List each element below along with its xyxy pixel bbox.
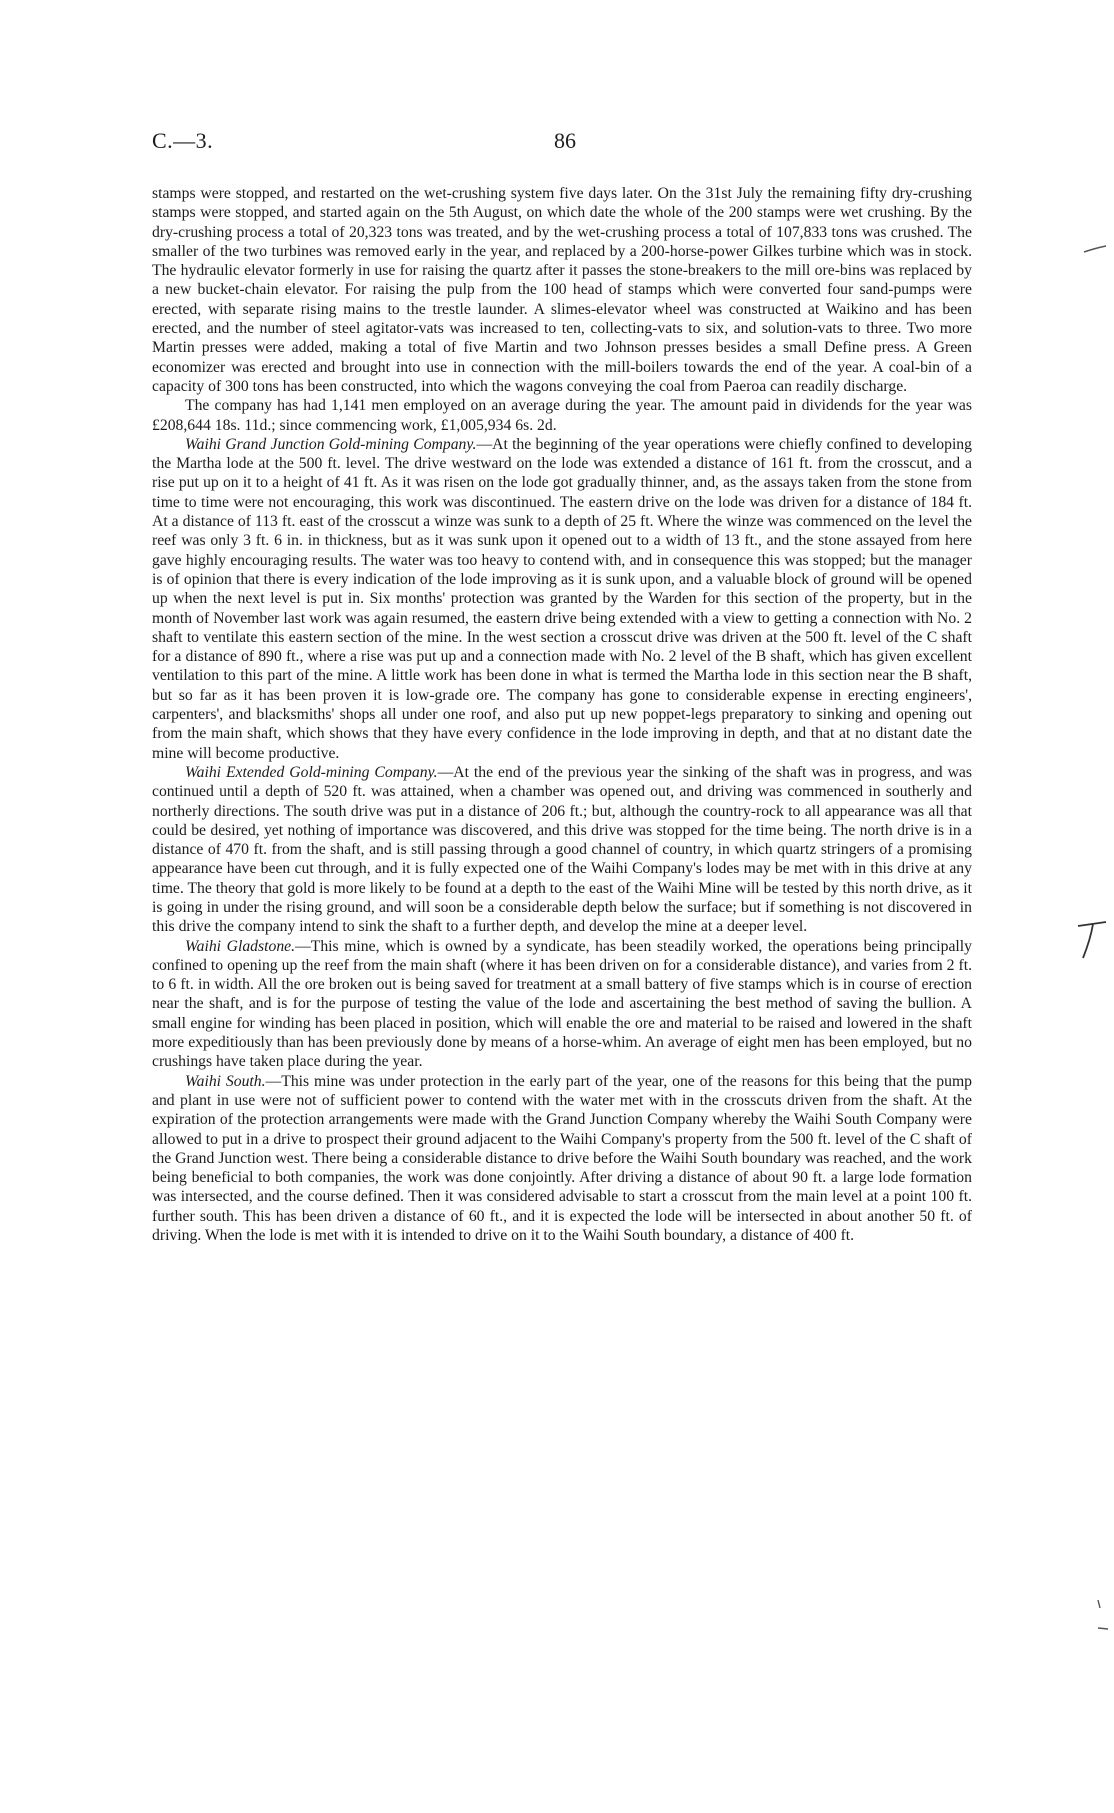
page-number: 86	[554, 128, 576, 153]
paragraph-text: The company has had 1,141 men employed on an average during the year. The amount paid in dividends for the year was £208,644 18s. 11d.; since commencing work, £1,005,934 6s. 2d.	[152, 397, 972, 434]
paragraph-text: —At the end of the previous year the sinking of the shaft was in progress, and was continued until a depth of 520 ft. was attained, when a chamber was opened out, and driving was commenced in southerly and northerly directions. The south drive was put in a distance of 206 ft.; but, although the country-rock to all appearance was all that could be desired, yet nothing of importance was discovered, and this drive was stopped for the time being. The north drive is in a distance of 470 ft. from the shaft, and is still passing through a good channel of country, in which quartz stringers of a promising appearance have been cut through, and it is fully expected one of the Waihi Company's lodes may be met with in this drive at any time. The theory that gold is more likely to be found at a depth to the east of the Waihi Mine will be tested by this north drive, as it is going in under the rising ground, and will soon be a considerable depth below the surface; but if something is not discovered in this drive the company intend to sink the shaft to a further depth, and develop the mine at a deeper level.	[152, 763, 972, 936]
paragraph-waihi-gladstone	[152, 937, 972, 1072]
paragraph-grand-junction	[152, 435, 972, 763]
company-name: Waihi Extended Gold-mining Company.	[185, 763, 438, 781]
paragraph-text: —At the beginning of the year operations were chiefly confined to developing the Martha lode at the 500 ft. level. The drive westward on the lode was extended a distance of 161 ft. from the crosscut, and a rise put up on it to a height of 41 ft. As it was risen on the lode got gradually thinner, and, as the assays taken from the stone from time to time were not encouraging, this work was discontinued. The eastern drive on the lode was driven for a distance of 184 ft. At a distance of 113 ft. east of the crosscut a winze was sunk to a depth of 25 ft. Where the winze was commenced on the level the reef was only 3 ft. 6 in. in thickness, but as it was sunk upon it opened out to a width of 13 ft., and the stone assayed from here gave highly encouraging results. The water was too heavy to contend with, and in consequence this was stopped; but the manager is of opinion that there is every indication of the lode improving as it is sunk upon, and a valuable block of ground will be opened up when the next level is put in. Six months' protection was granted by the Warden for this section of the property, but in the month of November last work was again resumed, the eastern drive being extended with a view to getting a connection with No. 2 shaft to ventilate this eastern section of the mine. In the west section a crosscut drive was driven at the 500 ft. level of the C shaft for a distance of 890 ft., where a rise was put up and a connection made with No. 2 level of the B shaft, which has given excellent ventilation to this part of the mine. A little work has been done in what is termed the Martha lode in this section near the B shaft, but so far as it has been proven it is low-grade ore. The company has gone to considerable expense in erecting engineers', carpenters', and blacksmiths' shops all under one roof, and also put up new poppet-legs preparatory to sinking and opening out from the main shaft, which shows that they have every confidence in the lode improving in depth, and that at no distant date the mine will become productive.	[152, 435, 972, 762]
body-text	[152, 184, 972, 1245]
margin-mark-icon	[1075, 918, 1109, 962]
margin-mark-icon	[1094, 1598, 1110, 1632]
page-header	[152, 128, 972, 158]
company-name: Waihi Gladstone.	[185, 937, 296, 955]
paragraph-text: —This mine, which is owned by a syndicate, has been steadily worked, the operations being principally confined to opening up the reef from the main shaft (where it has been driven on for a considerable distance), and varies from 2 ft. to 6 ft. in width. All the ore broken out is being saved for treatment at a small battery of five stamps which is in course of erection near the shaft, and is for the purpose of testing the value of the lode and ascertaining the best method of saving the bullion. A small engine for winding has been placed in position, which will enable the ore and material to be raised and lowered in the shaft more expeditiously than has been previously done by means of a horse-whim. An average of eight men has been employed, but no crushings have taken place during the year.	[152, 937, 972, 1071]
paragraph-mill-improvements	[152, 184, 972, 396]
company-name: Waihi Grand Junction Gold-mining Company.	[185, 435, 477, 453]
margin-mark-icon	[1082, 242, 1108, 256]
paragraph-employment-dividends	[152, 396, 972, 435]
paragraph-waihi-extended	[152, 763, 972, 937]
paragraph-text: —This mine was under protection in the early part of the year, one of the reasons for this being that the pump and plant in use were not of sufficient power to contend with the water met with in the crosscuts driven from the shaft. At the expiration of the protection arrangements were made with the Grand Junction Company whereby the Waihi South Company were allowed to put in a drive to prospect their ground adjacent to the Waihi Company's property from the 500 ft. level of the C shaft of the Grand Junction west. There being a considerable distance to drive before the Waihi South boundary was reached, and the work being beneficial to both companies, the work was done conjointly. After driving a distance of about 90 ft. a large lode formation was intersected, and the course defined. Then it was considered advisable to start a crosscut from the main level at a point 100 ft. further south. This has been driven a distance of 60 ft., and it is expected the lode will be intersected in about another 50 ft. of driving. When the lode is met with it is intended to drive on it to the Waihi South boundary, a distance of 400 ft.	[152, 1072, 972, 1245]
paragraph-waihi-south	[152, 1072, 972, 1246]
company-name: Waihi South.	[185, 1072, 266, 1090]
document-reference: C.—3.	[152, 128, 214, 153]
paragraph-text: stamps were stopped, and restarted on the wet-crushing system five days later. On the 31st July the remaining fifty dry-crushing stamps were stopped, and started again on the 5th August, on which date the whole of the 200 stamps were wet crushing. By the dry-crushing process a total of 20,323 tons was treated, and by the wet-crushing process a total of 107,833 tons was crushed. The smaller of the two turbines was removed early in the year, and replaced by a 200-horse-power Gilkes turbine which was in stock. The hydraulic elevator formerly in use for raising the quartz after it passes the stone-breakers to the mill ore-bins was replaced by a new bucket-chain elevator. For raising the pulp from the 100 head of stamps which were converted four sand-pumps were erected, with separate rising mains to the trestle launder. A slimes-elevator wheel was constructed at Waikino and has been erected, and the number of steel agitator-vats was increased to ten, collecting-vats to six, and solution-vats to three. Two more Martin presses were added, making a total of five Martin and two Johnson presses besides a small Define press. A Green economizer was erected and brought into use in connection with the mill-boilers towards the end of the year. A coal-bin of a capacity of 300 tons has been constructed, into which the wagons conveying the coal from Paeroa can readily discharge.	[152, 185, 972, 395]
